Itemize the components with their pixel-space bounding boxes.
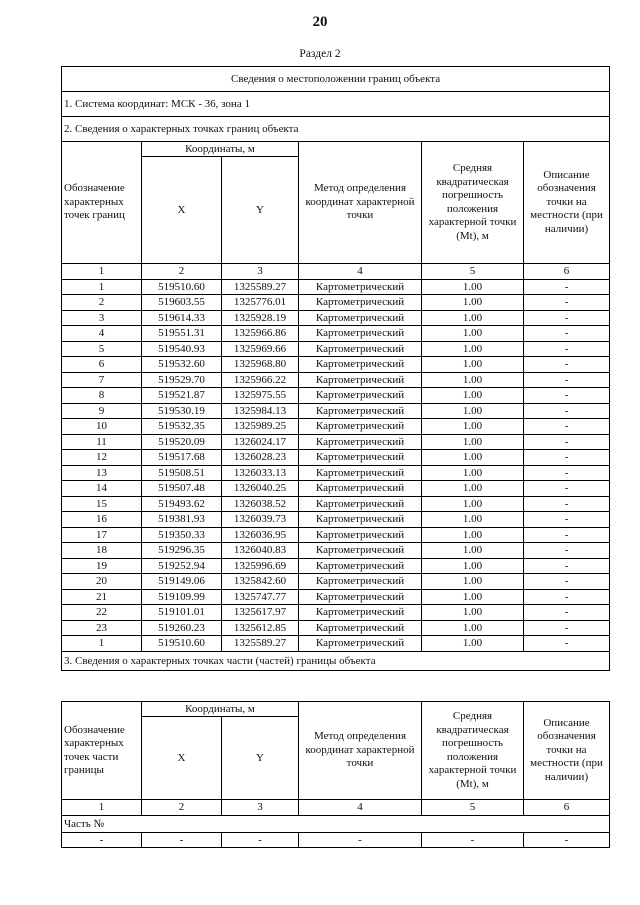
point-method: Картометрический <box>299 558 422 574</box>
point-y: 1326039.73 <box>222 512 299 528</box>
point-number: 1 <box>62 636 142 652</box>
point-x: 519520.09 <box>142 434 222 450</box>
point-method: Картометрический <box>299 465 422 481</box>
point-method: Картометрический <box>299 295 422 311</box>
point-error: 1.00 <box>422 326 524 342</box>
boundary-table <box>61 66 610 671</box>
point-number: 17 <box>62 527 142 543</box>
point-description: - <box>524 434 610 450</box>
point-x: 519530.19 <box>142 403 222 419</box>
point-y: 1325776.01 <box>222 295 299 311</box>
point-y: 1325612.85 <box>222 620 299 636</box>
point-y: 1325842.60 <box>222 574 299 590</box>
point-error: 1.00 <box>422 574 524 590</box>
point-y: 1325589.27 <box>222 279 299 295</box>
point-x: 519532.60 <box>142 357 222 373</box>
table-row <box>62 481 610 497</box>
point-error: 1.00 <box>422 481 524 497</box>
point-description: - <box>524 605 610 621</box>
point-x: 519540.93 <box>142 341 222 357</box>
point-description: - <box>524 620 610 636</box>
point-description: - <box>524 450 610 466</box>
header3-x: X <box>142 717 222 800</box>
point-x: 519517.68 <box>142 450 222 466</box>
point-number: 1 <box>62 279 142 295</box>
column-numbers-row <box>62 264 610 280</box>
header-description: Описание обозначения точки на местности (при наличии) <box>524 142 610 264</box>
point-y: 1325589.27 <box>222 636 299 652</box>
coordinate-system: 1. Система координат: МСК - 36, зона 1 <box>62 92 610 117</box>
point-error: 1.00 <box>422 558 524 574</box>
point-description: - <box>524 310 610 326</box>
point-x: 519614.33 <box>142 310 222 326</box>
point-description: - <box>524 372 610 388</box>
point-method: Картометрический <box>299 341 422 357</box>
column-number: 4 <box>299 800 422 816</box>
point-number: 14 <box>62 481 142 497</box>
point-description: - <box>524 558 610 574</box>
point-number: 15 <box>62 496 142 512</box>
point-error: 1.00 <box>422 419 524 435</box>
point-description: - <box>524 589 610 605</box>
point-number: 11 <box>62 434 142 450</box>
table-row <box>62 527 610 543</box>
point-x: 519252.94 <box>142 558 222 574</box>
table-row <box>62 636 610 652</box>
column-number: 3 <box>222 264 299 280</box>
point-description: - <box>524 481 610 497</box>
point-number: 18 <box>62 543 142 559</box>
point-y: 1326024.17 <box>222 434 299 450</box>
point-y: 1326036.95 <box>222 527 299 543</box>
section3-title: 3. Сведения о характерных точках части (частей) границы объекта <box>62 651 610 670</box>
column-number: 1 <box>62 264 142 280</box>
point-error: 1.00 <box>422 605 524 621</box>
point-x: 519508.51 <box>142 465 222 481</box>
point-method: Картометрический <box>299 605 422 621</box>
point-error: 1.00 <box>422 636 524 652</box>
point-x: 519603.55 <box>142 295 222 311</box>
table-row <box>62 450 610 466</box>
table-row <box>62 496 610 512</box>
point-description: - <box>524 388 610 404</box>
point-description: - <box>524 465 610 481</box>
point-y: 1325617.97 <box>222 605 299 621</box>
header-error: Средняя квадратическая погрешность положения характерной точки (Mt), м <box>422 142 524 264</box>
point-y: 1325966.22 <box>222 372 299 388</box>
point-method: Картометрический <box>299 434 422 450</box>
point-method: Картометрический <box>299 481 422 497</box>
point-description: - <box>524 496 610 512</box>
point-y: 1325968.80 <box>222 357 299 373</box>
column-number: 4 <box>299 264 422 280</box>
point-method: Картометрический <box>299 450 422 466</box>
point-y: 1325969.66 <box>222 341 299 357</box>
column-numbers-row <box>62 800 610 816</box>
table-row <box>62 310 610 326</box>
header-x: X <box>142 157 222 264</box>
point-description: - <box>524 403 610 419</box>
table-row <box>62 403 610 419</box>
point-method: Картометрический <box>299 419 422 435</box>
header3-description: Описание обозначения точки на местности (при наличии) <box>524 702 610 800</box>
column-number: 2 <box>142 264 222 280</box>
point-x: 519101.01 <box>142 605 222 621</box>
point-method: Картометрический <box>299 527 422 543</box>
point-number: 5 <box>62 341 142 357</box>
page-number: 20 <box>312 14 328 30</box>
part-row <box>62 832 610 848</box>
point-number: 6 <box>62 357 142 373</box>
point-number: 12 <box>62 450 142 466</box>
column-number: 6 <box>524 800 610 816</box>
point-number: 7 <box>62 372 142 388</box>
point-method: Картометрический <box>299 636 422 652</box>
part-cell: - <box>299 832 422 848</box>
point-x: 519532.35 <box>142 419 222 435</box>
table-row <box>62 372 610 388</box>
point-x: 519493.62 <box>142 496 222 512</box>
point-error: 1.00 <box>422 403 524 419</box>
point-error: 1.00 <box>422 310 524 326</box>
point-x: 519260.23 <box>142 620 222 636</box>
table-row <box>62 326 610 342</box>
column-number: 3 <box>222 800 299 816</box>
point-method: Картометрический <box>299 279 422 295</box>
point-x: 519149.06 <box>142 574 222 590</box>
column-number: 2 <box>142 800 222 816</box>
part-boundary-table <box>61 701 610 848</box>
point-number: 20 <box>62 574 142 590</box>
table-row <box>62 279 610 295</box>
column-number: 5 <box>422 264 524 280</box>
point-method: Картометрический <box>299 357 422 373</box>
header-y: Y <box>222 157 299 264</box>
point-number: 10 <box>62 419 142 435</box>
column-number: 1 <box>62 800 142 816</box>
point-number: 8 <box>62 388 142 404</box>
point-y: 1326040.83 <box>222 543 299 559</box>
header3-y: Y <box>222 717 299 800</box>
point-x: 519521.87 <box>142 388 222 404</box>
part-cell: - <box>222 832 299 848</box>
point-number: 21 <box>62 589 142 605</box>
point-number: 2 <box>62 295 142 311</box>
table-row <box>62 605 610 621</box>
point-description: - <box>524 574 610 590</box>
point-x: 519510.60 <box>142 279 222 295</box>
point-x: 519296.35 <box>142 543 222 559</box>
point-error: 1.00 <box>422 496 524 512</box>
point-error: 1.00 <box>422 527 524 543</box>
table-row <box>62 620 610 636</box>
point-y: 1325966.86 <box>222 326 299 342</box>
table-row <box>62 388 610 404</box>
header-coordinates: Координаты, м <box>142 142 299 157</box>
part-cell: - <box>524 832 610 848</box>
point-number: 4 <box>62 326 142 342</box>
point-description: - <box>524 527 610 543</box>
table-row <box>62 357 610 373</box>
point-number: 16 <box>62 512 142 528</box>
part-cell: - <box>422 832 524 848</box>
point-number: 9 <box>62 403 142 419</box>
point-y: 1325975.55 <box>222 388 299 404</box>
point-error: 1.00 <box>422 341 524 357</box>
point-description: - <box>524 279 610 295</box>
table-row <box>62 512 610 528</box>
table-row <box>62 465 610 481</box>
point-method: Картометрический <box>299 403 422 419</box>
header3-error: Средняя квадратическая погрешность положения характерной точки (Mt), м <box>422 702 524 800</box>
point-description: - <box>524 357 610 373</box>
point-description: - <box>524 341 610 357</box>
point-y: 1326033.13 <box>222 465 299 481</box>
point-y: 1325747.77 <box>222 589 299 605</box>
point-method: Картометрический <box>299 326 422 342</box>
point-error: 1.00 <box>422 450 524 466</box>
table-row <box>62 295 610 311</box>
table-title: Сведения о местоположении границ объекта <box>62 67 610 92</box>
point-error: 1.00 <box>422 279 524 295</box>
point-method: Картометрический <box>299 388 422 404</box>
point-error: 1.00 <box>422 543 524 559</box>
section2-title: 2. Сведения о характерных точках границ объекта <box>62 117 610 142</box>
part-cell: - <box>62 832 142 848</box>
point-error: 1.00 <box>422 434 524 450</box>
header3-coordinates: Координаты, м <box>142 702 299 717</box>
column-number: 5 <box>422 800 524 816</box>
point-error: 1.00 <box>422 465 524 481</box>
point-x: 519350.33 <box>142 527 222 543</box>
point-x: 519551.31 <box>142 326 222 342</box>
point-description: - <box>524 419 610 435</box>
section-label: Раздел 2 <box>299 48 341 60</box>
point-error: 1.00 <box>422 357 524 373</box>
point-error: 1.00 <box>422 295 524 311</box>
point-error: 1.00 <box>422 388 524 404</box>
point-y: 1326040.25 <box>222 481 299 497</box>
column-number: 6 <box>524 264 610 280</box>
point-number: 23 <box>62 620 142 636</box>
point-x: 519510.60 <box>142 636 222 652</box>
point-error: 1.00 <box>422 620 524 636</box>
point-number: 13 <box>62 465 142 481</box>
point-description: - <box>524 636 610 652</box>
point-method: Картометрический <box>299 574 422 590</box>
point-description: - <box>524 326 610 342</box>
point-error: 1.00 <box>422 589 524 605</box>
point-method: Картометрический <box>299 543 422 559</box>
header-designation: Обозначение характерных точек границ <box>62 142 142 264</box>
point-x: 519109.99 <box>142 589 222 605</box>
header3-method: Метод определения координат характерной точки <box>299 702 422 800</box>
table-row <box>62 574 610 590</box>
point-error: 1.00 <box>422 512 524 528</box>
header-method: Метод определения координат характерной точки <box>299 142 422 264</box>
point-y: 1325989.25 <box>222 419 299 435</box>
point-method: Картометрический <box>299 496 422 512</box>
point-error: 1.00 <box>422 372 524 388</box>
part-cell: - <box>142 832 222 848</box>
point-y: 1325996.69 <box>222 558 299 574</box>
point-method: Картометрический <box>299 620 422 636</box>
point-description: - <box>524 512 610 528</box>
point-method: Картометрический <box>299 512 422 528</box>
table-row <box>62 419 610 435</box>
point-y: 1326028.23 <box>222 450 299 466</box>
point-number: 19 <box>62 558 142 574</box>
point-x: 519381.93 <box>142 512 222 528</box>
header3-designation: Обозначение характерных точек части границы <box>62 702 142 800</box>
point-number: 3 <box>62 310 142 326</box>
point-y: 1326038.52 <box>222 496 299 512</box>
point-description: - <box>524 543 610 559</box>
point-method: Картометрический <box>299 372 422 388</box>
table-row <box>62 589 610 605</box>
part-label: Часть № <box>62 815 610 832</box>
point-description: - <box>524 295 610 311</box>
table-row <box>62 543 610 559</box>
point-y: 1325984.13 <box>222 403 299 419</box>
table-row <box>62 434 610 450</box>
point-x: 519507.48 <box>142 481 222 497</box>
point-number: 22 <box>62 605 142 621</box>
table-row <box>62 558 610 574</box>
point-x: 519529.70 <box>142 372 222 388</box>
point-y: 1325928.19 <box>222 310 299 326</box>
point-method: Картометрический <box>299 310 422 326</box>
table-row <box>62 341 610 357</box>
point-method: Картометрический <box>299 589 422 605</box>
